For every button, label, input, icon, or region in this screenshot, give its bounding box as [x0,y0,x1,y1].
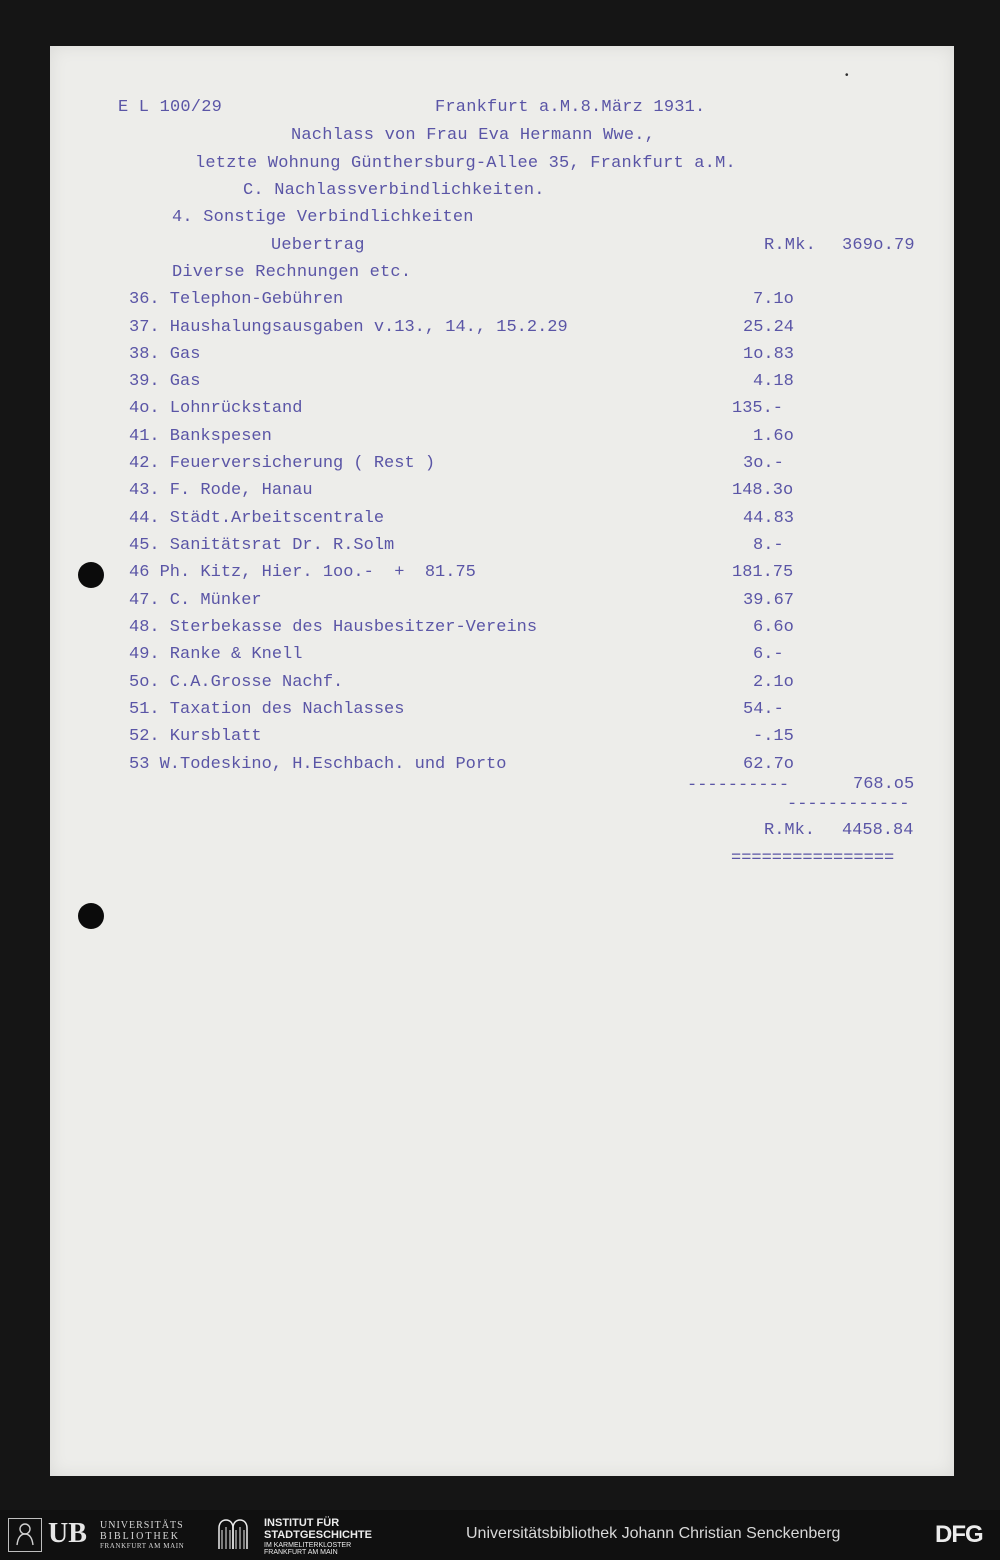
total-value: 4458.84 [842,821,914,840]
liability-amount: 39.67 [743,591,795,610]
liability-amount: 148.3o [732,481,794,500]
library-title: Universitätsbibliothek Johann Christian Senckenberg [466,1525,841,1542]
date-line: Frankfurt a.M.8.März 1931. [435,98,706,117]
ub-logo-line-3: FRANKFURT AM MAIN [100,1542,185,1550]
subtotal-rule: ---------- [687,776,790,795]
punch-hole-top [78,562,104,588]
section-4-heading: 4. Sonstige Verbindlichkeiten [172,208,474,227]
liability-amount: 54.- [743,700,784,719]
carryover-label: Uebertrag [271,236,365,255]
liability-amount: 3o.- [743,454,784,473]
ub-logo-letters: UB [48,1518,87,1549]
library-emblem-icon [8,1518,42,1552]
double-rule: ================ [731,849,895,868]
liability-description: 42. Feuerversicherung ( Rest ) [129,454,436,473]
liability-amount: -.15 [753,727,794,746]
section-c-heading: C. Nachlassverbindlichkeiten. [243,181,545,200]
total-rule: ------------ [787,795,910,814]
isg-logo-line-2: STADTGESCHICHTE [264,1529,372,1541]
dfg-logo: DFG [935,1521,983,1548]
liability-description: 46 Ph. Kitz, Hier. 1oo.- + 81.75 [129,563,476,582]
liability-amount: 6.6o [753,618,794,637]
liability-description: 39. Gas [129,372,201,391]
punch-hole-bottom [78,903,104,929]
liability-description: 4o. Lohnrückstand [129,399,303,418]
estate-line: Nachlass von Frau Eva Hermann Wwe., [291,126,656,145]
liability-description: 5o. C.A.Grosse Nachf. [129,673,344,692]
liability-description: 49. Ranke & Knell [129,645,303,664]
liability-amount: 8.- [753,536,784,555]
liability-amount: 1.6o [753,427,794,446]
liability-description: 48. Sterbekasse des Hausbesitzer-Vereins [129,618,538,637]
liability-amount: 4.18 [753,372,794,391]
arches-icon [216,1518,250,1552]
liability-amount: 7.1o [753,290,794,309]
liability-description: 45. Sanitätsrat Dr. R.Solm [129,536,395,555]
reference-number: E L 100/29 [118,98,223,117]
isg-logo-line-3: IM KARMELITERKLOSTER [264,1542,352,1549]
carryover-currency: R.Mk. [764,236,817,255]
liability-description: 37. Haushalungsausgaben v.13., 14., 15.2.29 [129,318,568,337]
liability-description: 47. C. Münker [129,591,262,610]
liability-description: 43. F. Rode, Hanau [129,481,313,500]
liability-description: 51. Taxation des Nachlasses [129,700,405,719]
liability-description: 41. Bankspesen [129,427,272,446]
ub-logo-line-2: BIBLIOTHEK [100,1531,180,1542]
liability-amount: 25.24 [743,318,795,337]
liability-description: 53 W.Todeskino, H.Eschbach. und Porto [129,755,507,774]
viewer-footer [0,1510,1000,1560]
liability-amount: 181.75 [732,563,794,582]
liability-amount: 1o.83 [743,345,795,364]
carryover-value: 369o.79 [842,236,915,255]
liability-description: 38. Gas [129,345,201,364]
ub-logo-line-1: UNIVERSITÄTS [100,1520,184,1531]
address-line: letzte Wohnung Günthersburg-Allee 35, Frankfurt a.M. [195,154,736,173]
subtotal-value: 768.o5 [853,775,915,794]
isg-logo-line-1: INSTITUT FÜR [264,1517,340,1529]
liability-amount: 62.7o [743,755,795,774]
liability-description: 44. Städt.Arbeitscentrale [129,509,385,528]
city-history-institute-logo [216,1517,396,1556]
liability-description: 52. Kursblatt [129,727,262,746]
liability-amount: 44.83 [743,509,795,528]
liability-amount: 6.- [753,645,784,664]
paper-dot: • [845,70,849,81]
isg-logo-line-4: FRANKFURT AM MAIN [264,1549,338,1556]
liability-amount: 2.1o [753,673,794,692]
invoice-subheading: Diverse Rechnungen etc. [172,263,412,282]
total-currency: R.Mk. [764,821,816,840]
university-library-logo [8,1518,208,1552]
liability-description: 36. Telephon-Gebühren [129,290,344,309]
liability-amount: 135.- [732,399,784,418]
